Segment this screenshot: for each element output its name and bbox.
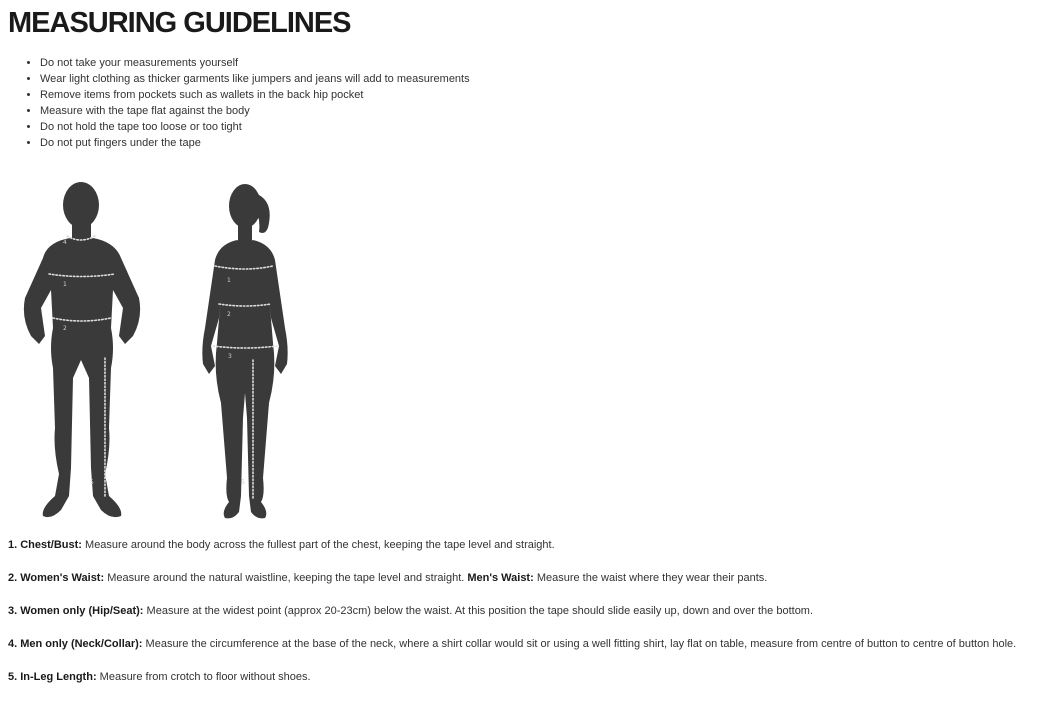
list-item: • Do not hold the tape too loose or too tight [40,119,470,135]
mark-number: 5 [241,479,245,486]
list-item: • Remove items from pockets such as wallets in the back hip pocket [40,87,470,103]
list-item: • Measure with the tape flat against the body [40,103,470,119]
list-item: • Do not take your measurements yourself [40,55,470,71]
guidelines-list [22,55,470,151]
page-title: MEASURING GUIDELINES [8,7,351,39]
mark-number: 1 [227,277,231,284]
mark-number: 5 [90,479,94,486]
measurement-figure [15,178,305,523]
mark-number: 2 [63,325,67,332]
note-chest-bust: 1. Chest/Bust: Measure around the body across the fullest part of the chest, keeping the tape level and straight. [8,539,555,551]
mark-number: 4 [63,239,67,246]
mark-number: 3 [228,353,232,360]
note-hip-seat: 3. Women only (Hip/Seat): Measure at the widest point (approx 20-23cm) below the waist. At this position the tape should slide easily up, down and over the bottom. [8,605,814,617]
list-item: • Do not put fingers under the tape [40,135,470,151]
mark-number: 1 [63,281,67,288]
measurement-notes [8,538,1043,703]
male-silhouette [24,182,140,517]
note-waist: 2. Women's Waist: Measure around the natural waistline, keeping the tape level and straight. Men's Waist: Measure the waist where they wear their pants. [8,572,768,584]
list-item: • Wear light clothing as thicker garments like jumpers and jeans will add to measurements [40,71,470,87]
female-silhouette [202,184,287,518]
mark-number: 2 [227,311,231,318]
note-in-leg: 5. In-Leg Length: Measure from crotch to floor without shoes. [8,671,311,683]
note-neck-collar: 4. Men only (Neck/Collar): Measure the circumference at the base of the neck, where a shirt collar would sit or using a well fitting shirt, lay flat on table, measure from centre of button to centre of button hole. [8,638,1017,650]
